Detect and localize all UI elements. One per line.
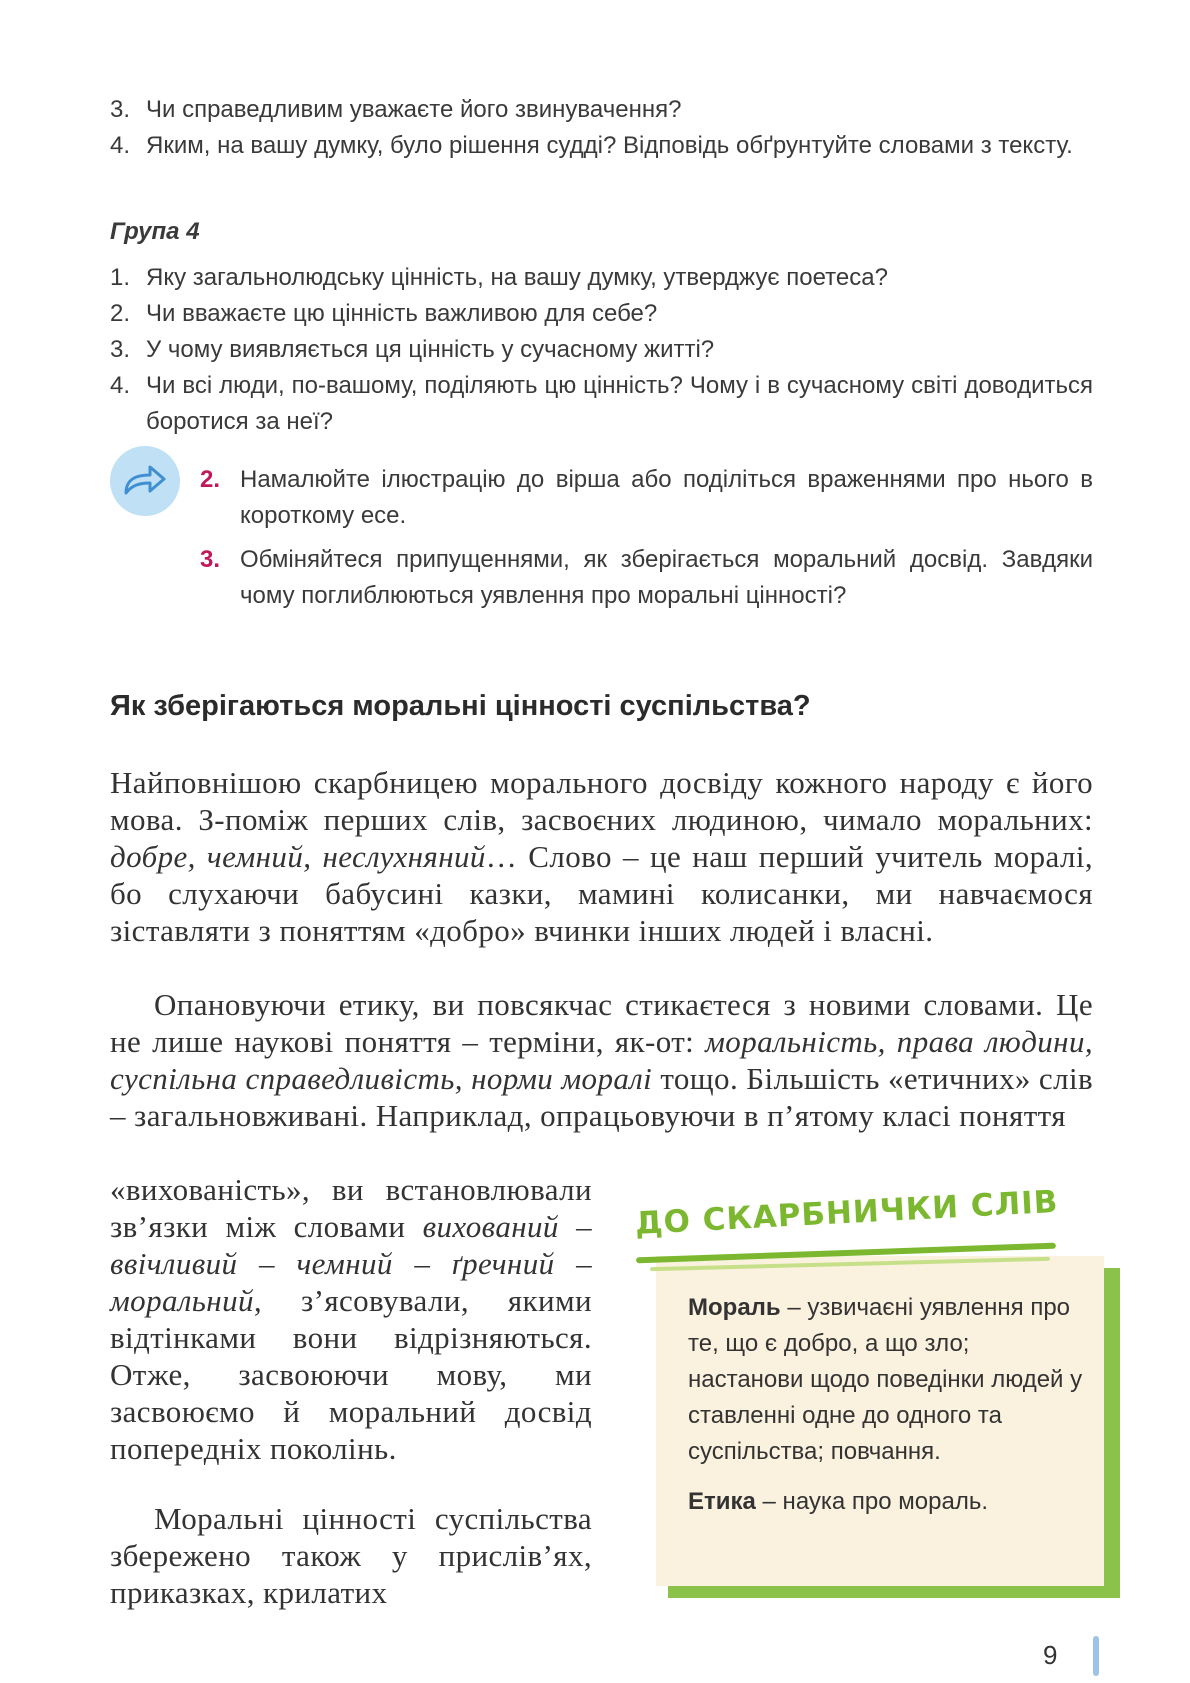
paragraph-3: Моральні цінності суспільства збережено також у прислів’ях, приказках, крилатих [110,1501,592,1610]
list-item: 1. Яку загальнолюдську цінність, на вашу думку, утверджує поетеса? [110,264,888,291]
group-question-list [110,260,1093,440]
list-item: 4. Яким, на вашу думку, було рішення судді? Відповідь обґрунтуйте словами з тексту. [110,132,1073,159]
arrow-right-icon-graphic [122,463,168,499]
vocab-box-content [688,1290,1088,1520]
vocab-box-title: ДО СКАРБНИЧКИ СЛІВ [634,1183,1060,1242]
question-list-top [110,92,1093,164]
page-marker [1093,1636,1099,1676]
paragraph-1: Найповнішою скарбницею морального досвіду кожного народу є його мова. З-поміж перших слів, засвоєних людиною, чимало моральних: добре, чемний, неслухняний… Слово – це наш перший учитель моралі, бо слухаючи бабусині казки, мамині колисанки, ми навчаємося зіставляти з поняттям «добро» вчинки інших людей і власні. [110,765,1094,948]
vocab-definition: Мораль – узвичаєні уявлення про те, що є добро, а що зло; настанови щодо поведінки людей у ставленні одне до одного та суспільства; повчання. [688,1294,1083,1465]
list-item: 3. Чи справедливим уважаєте його звинувачення? [110,96,682,123]
section-heading: Як зберігаються моральні цінності суспільства? [110,690,811,722]
paragraph-2: Опановуючи етику, ви повсякчас стикаєтеся з новими словами. Це не лише наукові поняття – терміни, як-от: моральність, права людини, суспільна справедливість, норми моралі тощо. Більшість «етичних» слів – загальновживані. Наприклад, опрацьовуючи в п’ятому класі поняття [110,987,1094,1133]
group-heading: Група 4 [110,218,200,245]
arrow-right-icon [110,446,180,516]
task-item: 2. Намалюйте ілюстрацію до вірша або поділіться враженнями про нього в короткому есе. [200,466,1093,529]
list-item: 4. Чи всі люди, по-вашому, поділяють цю цінність? Чому і в сучасному світі доводиться боротися за неї? [110,372,1093,435]
paragraph-2-continued: «вихованість», ви встановлювали зв’язки між словами вихований – ввічливий – чемний – ґречний – моральний, з’ясовували, якими відтінками вони відрізняються. Отже, засвоюючи мову, ми засвоюємо й моральний досвід попередніх поколінь. [110,1172,593,1466]
task-item: 3. Обміняйтеся припущеннями, як зберігається моральний досвід. Завдяки чому поглиблюються уявлення про моральні цінності? [200,546,1093,609]
list-item: 2. Чи вважаєте цю цінність важливою для себе? [110,300,658,327]
vocab-definition: Етика – наука про мораль. [688,1488,989,1515]
page-number: 9 [1043,1640,1058,1670]
list-item: 3. У чому виявляється ця цінність у сучасному житті? [110,336,715,363]
